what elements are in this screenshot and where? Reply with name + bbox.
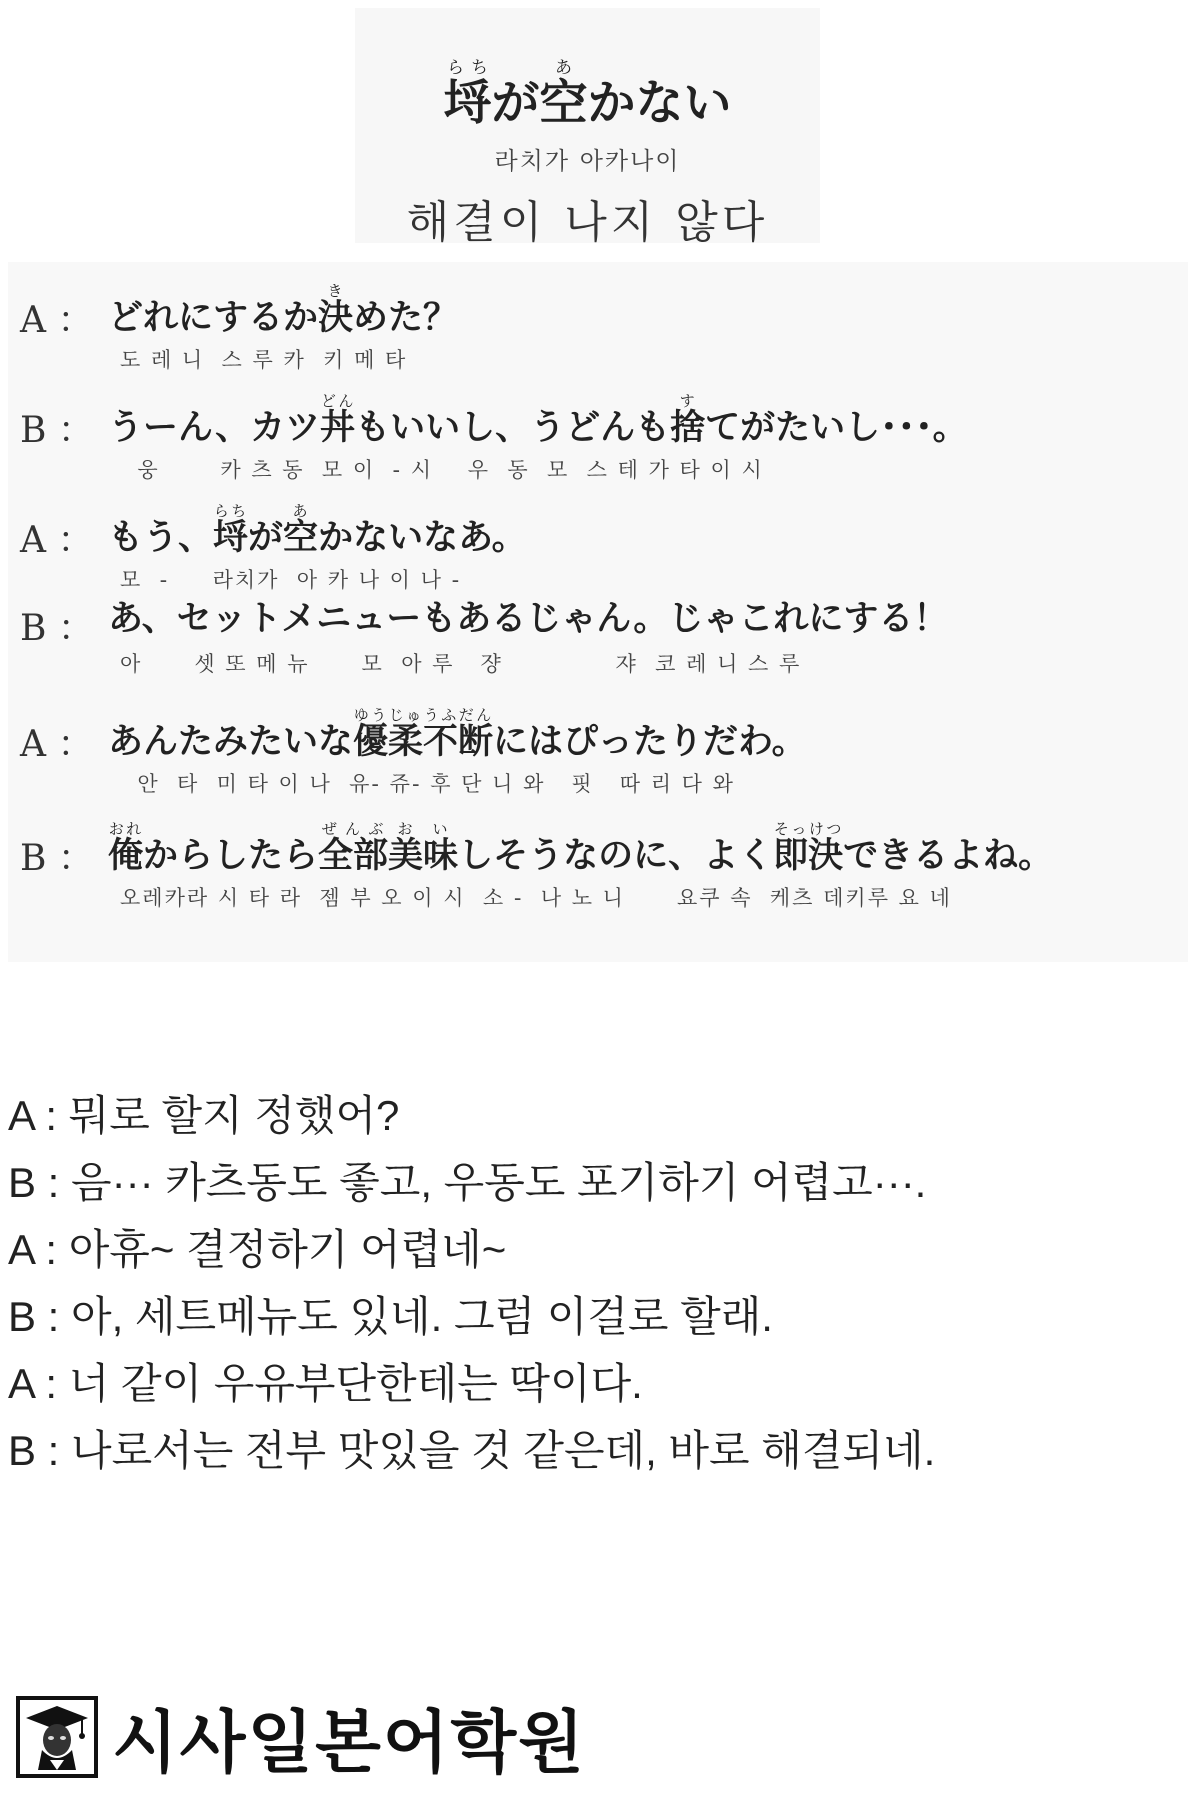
academy-logo bbox=[16, 1692, 586, 1782]
kanji-base: 埒 bbox=[443, 75, 492, 131]
graduate-cap-icon bbox=[16, 1696, 98, 1778]
translation-line: A : 아휴~ 결정하기 어렵네~ bbox=[8, 1226, 507, 1273]
korean-reading: 모 - 라치가 아 카 나 이 나 - bbox=[120, 568, 462, 592]
furigana-word bbox=[318, 820, 389, 876]
speaker-label: A ： bbox=[20, 724, 94, 765]
korean-reading: 안 타 미 타 이 나 유- 쥬- 후 단 니 와 핏 따 리 다 와 bbox=[120, 772, 735, 796]
furigana-word bbox=[773, 820, 844, 876]
furigana-word bbox=[443, 58, 492, 131]
title-reading: 라치가 아카나이 bbox=[494, 147, 681, 175]
kana-text: あんたみたいな bbox=[108, 722, 354, 762]
furigana-reading: らち bbox=[443, 58, 492, 78]
kana-text: できるよね。 bbox=[843, 836, 1054, 876]
kana-text: てがたいし･･･。 bbox=[705, 408, 968, 448]
kanji-base: 丼 bbox=[320, 408, 356, 448]
kana-text: もう、 bbox=[108, 518, 214, 558]
kana-text: にはぴったりだわ。 bbox=[493, 722, 807, 762]
kana-text: めた？ bbox=[353, 298, 459, 338]
furigana-reading: どん bbox=[320, 392, 356, 410]
furigana-word bbox=[283, 502, 319, 558]
kanji-base: 美味 bbox=[388, 836, 459, 876]
translation-line: B : 음··· 카츠동도 좋고, 우동도 포기하기 어렵고···. bbox=[8, 1159, 927, 1206]
kana-text: あ、セットメニューもあるじゃん。じゃこれにする！ bbox=[108, 599, 949, 639]
korean-reading: 아 셋 또 메 뉴 모 아 루 쟝 쟈 코 레 니 스 루 bbox=[120, 652, 802, 676]
korean-reading: 웅 카 츠 동 모 이 - 시 우 동 모 스 테 가 타 이 시 bbox=[120, 458, 764, 482]
korean-reading: 도 레 니 스 루 카 키 메 타 bbox=[120, 348, 408, 372]
japanese-line bbox=[108, 282, 458, 341]
speaker-label: A ： bbox=[20, 300, 94, 341]
translation-line: B : 아, 세트메뉴도 있네. 그럼 이걸로 할래. bbox=[8, 1293, 773, 1340]
speaker-label: B ： bbox=[20, 608, 94, 649]
furigana-word bbox=[108, 820, 144, 876]
translation-line: A : 너 같이 우유부단한테는 딱이다. bbox=[8, 1360, 643, 1407]
kanji-base: 全部 bbox=[318, 836, 389, 876]
kana-text: しそうなのに、よく bbox=[458, 836, 774, 876]
kanji-base: 俺 bbox=[108, 836, 144, 876]
translation-line: B : 나로서는 전부 맛있을 것 같은데, 바로 해결되네. bbox=[8, 1427, 936, 1474]
speaker-label: B ： bbox=[20, 838, 94, 879]
kana-text: どれにするか bbox=[108, 298, 319, 338]
kanji-base: 捨 bbox=[670, 408, 706, 448]
furigana-reading: ゆうじゅうふだん bbox=[353, 706, 494, 724]
furigana-word bbox=[388, 820, 459, 876]
translation-line: A : 뭐로 할지 정했어? bbox=[8, 1092, 400, 1139]
furigana-reading: おい bbox=[388, 820, 459, 838]
kana-text: が bbox=[491, 75, 540, 131]
furigana-reading: ぜんぶ bbox=[318, 820, 389, 838]
furigana-reading: す bbox=[670, 392, 706, 410]
academy-name: 시사일본어학원 bbox=[112, 1703, 586, 1783]
title-japanese bbox=[355, 58, 820, 133]
kanji-base: 決 bbox=[318, 298, 354, 338]
kanji-base: 即決 bbox=[773, 836, 844, 876]
kanji-base: 空 bbox=[283, 518, 319, 558]
furigana-word bbox=[353, 706, 494, 762]
kana-text: かないなあ。 bbox=[318, 518, 527, 558]
furigana-reading: あ bbox=[539, 58, 588, 78]
japanese-line bbox=[108, 502, 527, 561]
speaker-label: B ： bbox=[20, 410, 94, 451]
japanese-line bbox=[108, 706, 807, 765]
speaker-label: A ： bbox=[20, 520, 94, 561]
korean-reading: 오레카라 시 타 라 젬 부 오 이 시 소 - 나 노 니 요쿠 속 케츠 데키루 요 네 bbox=[120, 886, 952, 910]
japanese-line bbox=[108, 392, 968, 451]
kana-text: うーん、カツ bbox=[108, 408, 321, 448]
furigana-reading: らち bbox=[213, 502, 249, 520]
kanji-base: 埒 bbox=[213, 518, 249, 558]
kana-text: もいいし、うどんも bbox=[355, 408, 671, 448]
furigana-word bbox=[318, 282, 354, 338]
title-block bbox=[355, 8, 820, 248]
furigana-word bbox=[213, 502, 249, 558]
kana-text: が bbox=[248, 518, 284, 558]
dialog-block bbox=[8, 262, 1188, 962]
furigana-reading: あ bbox=[283, 502, 319, 520]
furigana-word bbox=[670, 392, 706, 448]
kana-text: かない bbox=[587, 75, 732, 131]
kanji-base: 優柔不断 bbox=[353, 722, 494, 762]
furigana-word bbox=[539, 58, 588, 131]
furigana-reading: き bbox=[318, 282, 354, 300]
japanese-line bbox=[108, 596, 948, 642]
japanese-line bbox=[108, 820, 1053, 879]
furigana-reading: そっけつ bbox=[773, 820, 844, 838]
kanji-base: 空 bbox=[539, 75, 588, 131]
korean-translation bbox=[8, 1082, 1188, 1484]
furigana-word bbox=[320, 392, 356, 448]
title-korean: 해결이 나지 않다 bbox=[406, 197, 769, 248]
kana-text: からしたら bbox=[143, 836, 319, 876]
furigana-reading: おれ bbox=[108, 820, 144, 838]
